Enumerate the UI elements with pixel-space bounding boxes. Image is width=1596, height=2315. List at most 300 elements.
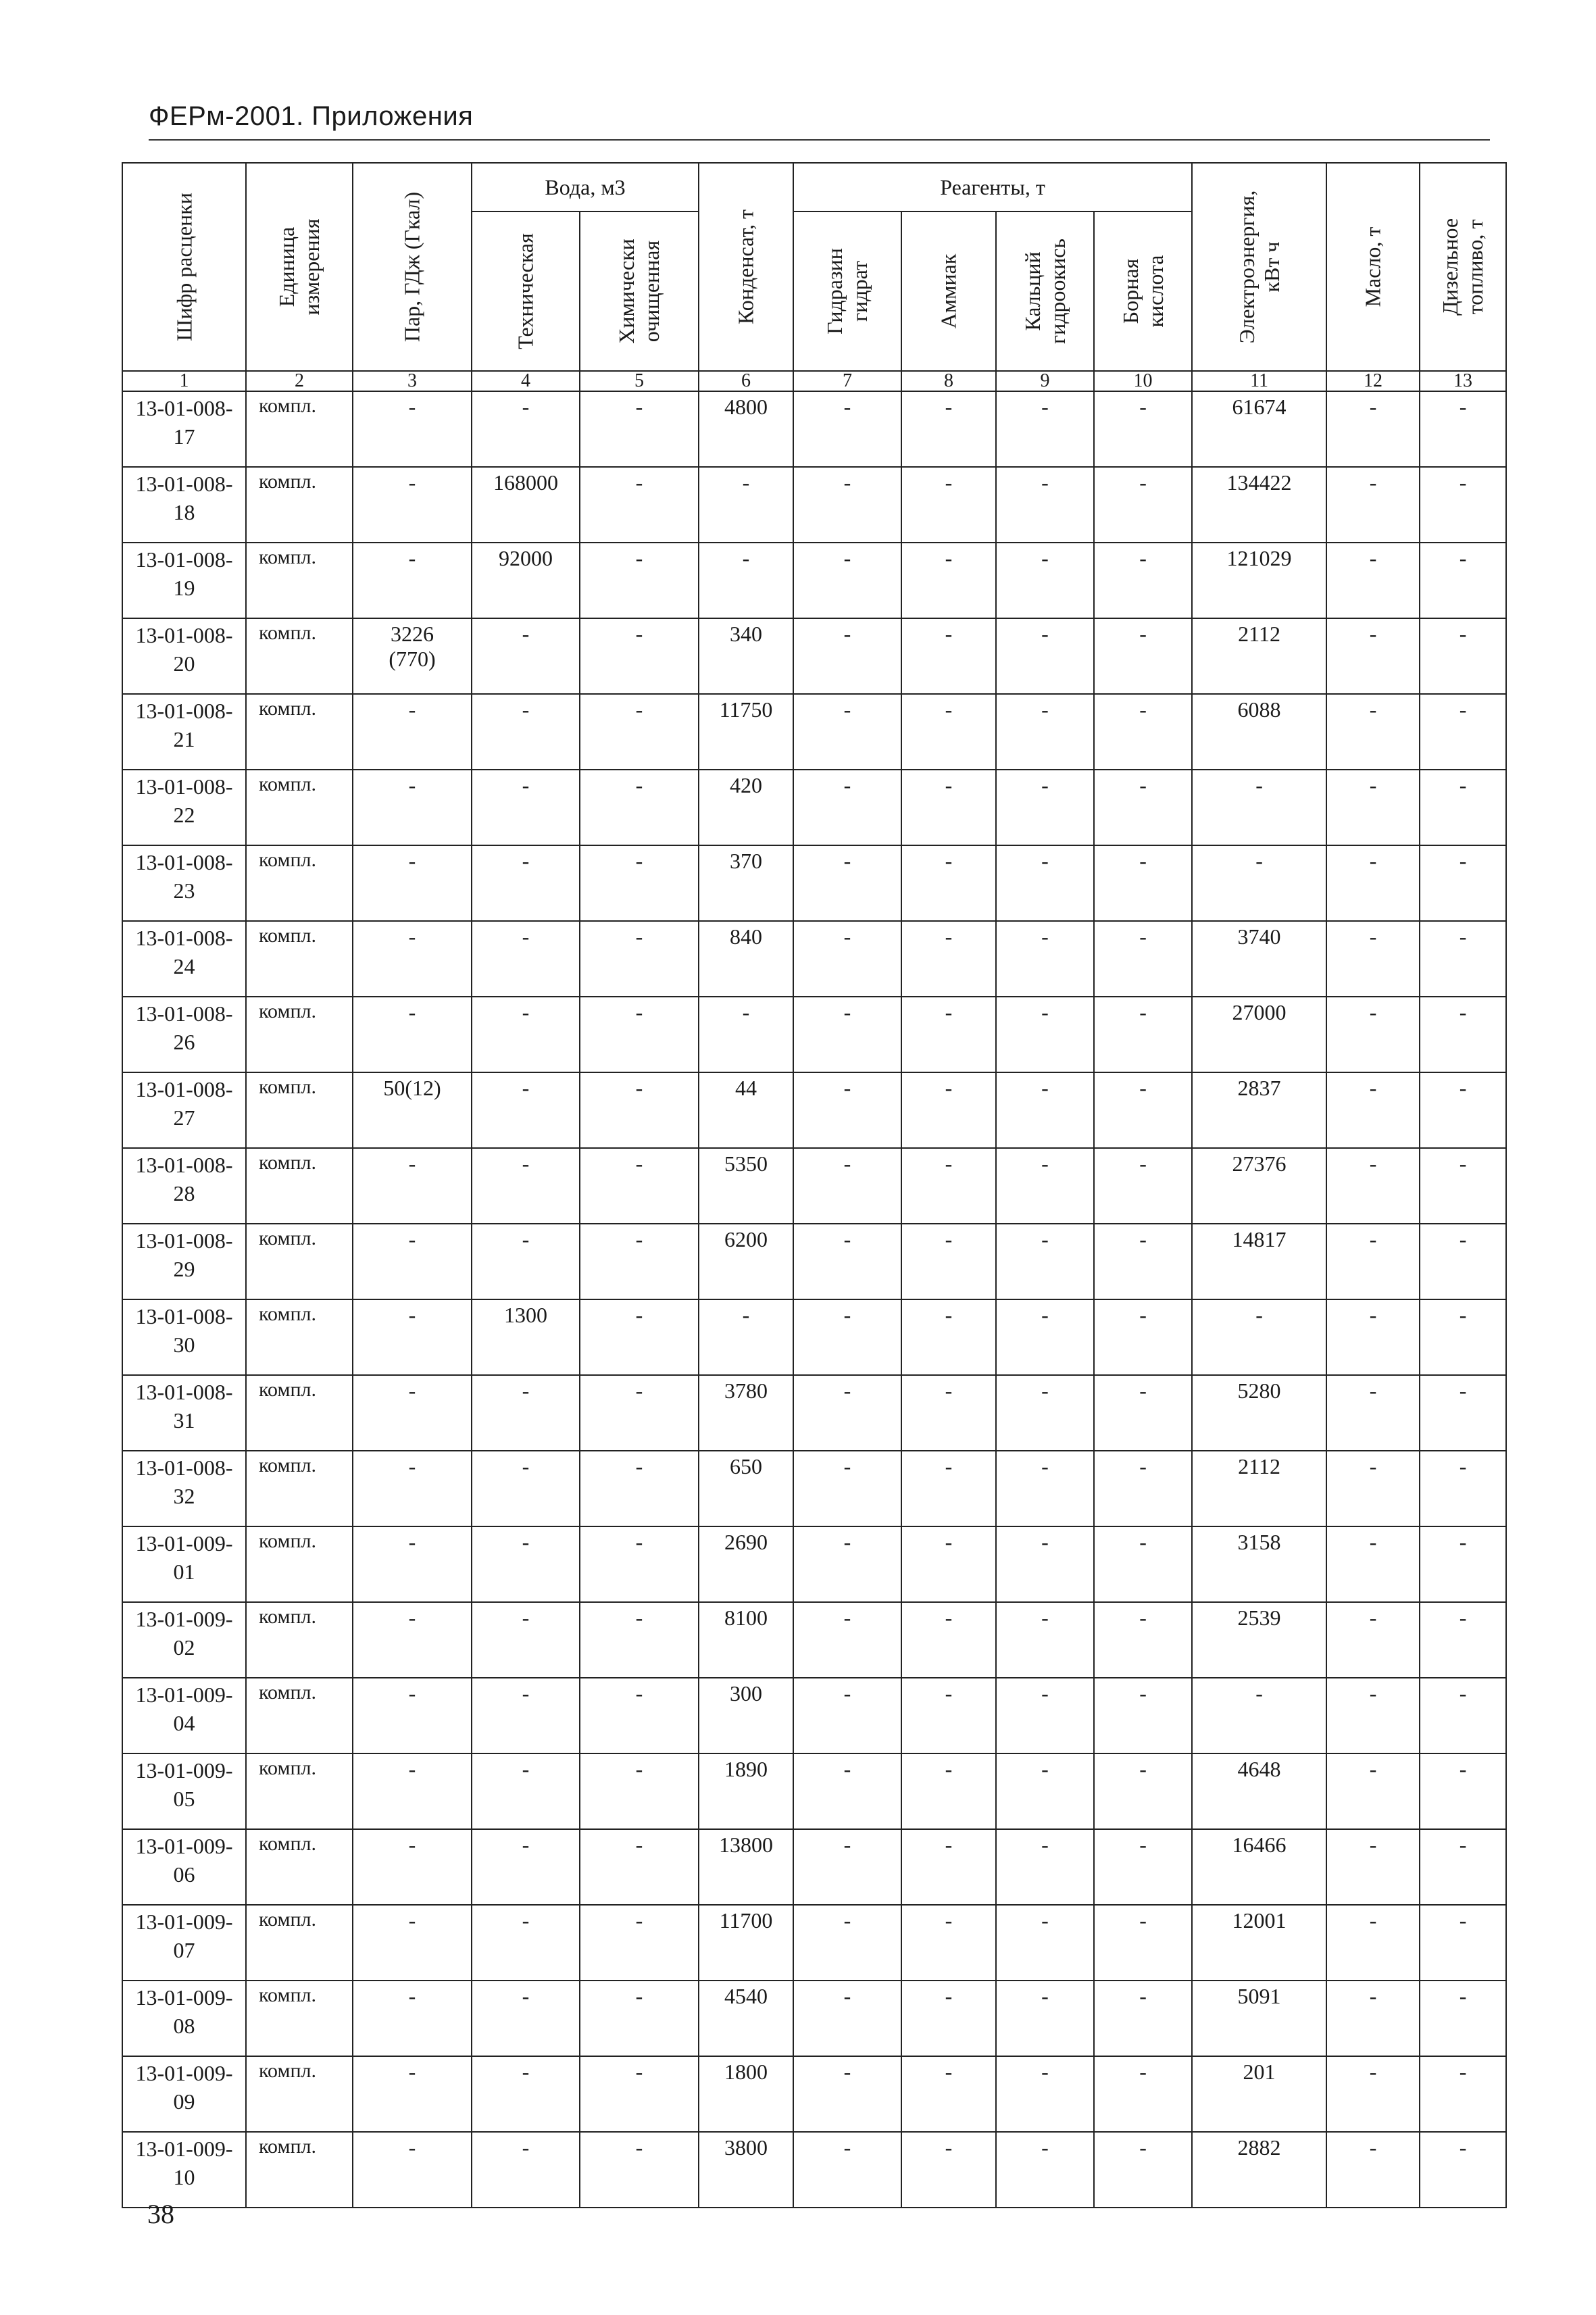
header-water-group: Вода, м3	[472, 163, 699, 211]
cell-steam: -	[353, 1375, 472, 1451]
cell-boric: -	[1094, 1678, 1192, 1753]
cell-condensate: 3780	[699, 1375, 793, 1451]
cell-diesel: -	[1420, 391, 1506, 467]
table-row	[122, 1375, 1506, 1451]
cell-boric: -	[1094, 1375, 1192, 1451]
cell-code: 13-01-009-07	[122, 1905, 246, 1981]
cell-calcium: -	[996, 618, 1094, 694]
cell-steam: -	[353, 1526, 472, 1602]
cell-diesel: -	[1420, 1905, 1506, 1981]
column-number: 11	[1192, 371, 1326, 391]
cell-unit: компл.	[246, 2056, 353, 2132]
table-row	[122, 1148, 1506, 1224]
cell-oil: -	[1326, 1829, 1420, 1905]
cell-oil: -	[1326, 1072, 1420, 1148]
cell-condensate: 8100	[699, 1602, 793, 1678]
cell-water-chem: -	[580, 1981, 699, 2056]
cell-code: 13-01-008-29	[122, 1224, 246, 1299]
cell-calcium: -	[996, 1678, 1094, 1753]
cell-unit: компл.	[246, 1829, 353, 1905]
cell-oil: -	[1326, 1299, 1420, 1375]
cell-code: 13-01-009-01	[122, 1526, 246, 1602]
cell-water-chem: -	[580, 1602, 699, 1678]
table-row	[122, 921, 1506, 997]
cell-electricity: -	[1192, 1678, 1326, 1753]
cell-oil: -	[1326, 2132, 1420, 2208]
cell-condensate: 13800	[699, 1829, 793, 1905]
cell-steam: -	[353, 467, 472, 543]
cell-unit: компл.	[246, 1375, 353, 1451]
cell-code: 13-01-008-17	[122, 391, 246, 467]
table-row	[122, 694, 1506, 770]
cell-condensate: 1800	[699, 2056, 793, 2132]
cell-ammonia: -	[901, 1375, 996, 1451]
cell-unit: компл.	[246, 1451, 353, 1526]
cell-code: 13-01-008-26	[122, 997, 246, 1072]
cell-oil: -	[1326, 1678, 1420, 1753]
cell-unit: компл.	[246, 1148, 353, 1224]
cell-boric: -	[1094, 391, 1192, 467]
cell-diesel: -	[1420, 997, 1506, 1072]
cell-diesel: -	[1420, 2132, 1506, 2208]
column-number: 5	[580, 371, 699, 391]
cell-steam: -	[353, 1678, 472, 1753]
cell-condensate: 2690	[699, 1526, 793, 1602]
cell-electricity: 61674	[1192, 391, 1326, 467]
cell-boric: -	[1094, 1905, 1192, 1981]
cell-oil: -	[1326, 1224, 1420, 1299]
page-title: ФЕРм-2001. Приложения	[149, 101, 474, 131]
cell-calcium: -	[996, 2132, 1094, 2208]
cell-water-chem: -	[580, 1072, 699, 1148]
cell-oil: -	[1326, 543, 1420, 618]
cell-water-tech: -	[472, 1905, 580, 1981]
table-row	[122, 618, 1506, 694]
cell-unit: компл.	[246, 1299, 353, 1375]
cell-condensate: -	[699, 467, 793, 543]
cell-water-chem: -	[580, 1905, 699, 1981]
header-reagents-group: Реагенты, т	[793, 163, 1192, 211]
column-number-row	[122, 371, 1506, 391]
cell-condensate: 6200	[699, 1224, 793, 1299]
cell-hydrazine: -	[793, 1072, 901, 1148]
cell-water-tech: 92000	[472, 543, 580, 618]
cell-oil: -	[1326, 921, 1420, 997]
cell-condensate: 4540	[699, 1981, 793, 2056]
cell-boric: -	[1094, 1829, 1192, 1905]
cell-water-chem: -	[580, 1451, 699, 1526]
cell-steam: -	[353, 2056, 472, 2132]
cell-water-tech: -	[472, 997, 580, 1072]
cell-hydrazine: -	[793, 1299, 901, 1375]
cell-oil: -	[1326, 1981, 1420, 2056]
cell-steam: -	[353, 543, 472, 618]
cell-steam: -	[353, 694, 472, 770]
cell-ammonia: -	[901, 1072, 996, 1148]
cell-boric: -	[1094, 2056, 1192, 2132]
cell-water-chem: -	[580, 1148, 699, 1224]
header-condensate: Конденсат, т	[699, 163, 793, 371]
header-unit: Единица измерения	[246, 163, 353, 371]
cell-hydrazine: -	[793, 2056, 901, 2132]
cell-diesel: -	[1420, 694, 1506, 770]
cell-boric: -	[1094, 1451, 1192, 1526]
cell-water-chem: -	[580, 921, 699, 997]
cell-boric: -	[1094, 1981, 1192, 2056]
cell-electricity: -	[1192, 845, 1326, 921]
header-calcium: Кальций гидроокись	[996, 211, 1094, 371]
table-row	[122, 1753, 1506, 1829]
cell-electricity: 2112	[1192, 618, 1326, 694]
cell-condensate: 4800	[699, 391, 793, 467]
cell-calcium: -	[996, 1375, 1094, 1451]
table-row	[122, 1602, 1506, 1678]
cell-condensate: 44	[699, 1072, 793, 1148]
cell-diesel: -	[1420, 1224, 1506, 1299]
header-hydrazine: Гидразин гидрат	[793, 211, 901, 371]
cell-diesel: -	[1420, 1451, 1506, 1526]
cell-oil: -	[1326, 391, 1420, 467]
cell-electricity: 14817	[1192, 1224, 1326, 1299]
resource-table	[122, 162, 1507, 2208]
cell-steam: -	[353, 1602, 472, 1678]
cell-hydrazine: -	[793, 770, 901, 845]
cell-diesel: -	[1420, 2056, 1506, 2132]
cell-electricity: 2837	[1192, 1072, 1326, 1148]
cell-water-chem: -	[580, 1829, 699, 1905]
cell-ammonia: -	[901, 1602, 996, 1678]
cell-water-chem: -	[580, 2056, 699, 2132]
cell-code: 13-01-008-23	[122, 845, 246, 921]
cell-diesel: -	[1420, 1753, 1506, 1829]
cell-diesel: -	[1420, 1148, 1506, 1224]
cell-water-tech: -	[472, 1526, 580, 1602]
cell-steam: -	[353, 1451, 472, 1526]
cell-water-tech: -	[472, 1148, 580, 1224]
table-row	[122, 1072, 1506, 1148]
table-row	[122, 1526, 1506, 1602]
cell-water-chem: -	[580, 1375, 699, 1451]
cell-unit: компл.	[246, 1753, 353, 1829]
cell-condensate: -	[699, 1299, 793, 1375]
cell-steam: -	[353, 1753, 472, 1829]
table-row	[122, 1299, 1506, 1375]
cell-hydrazine: -	[793, 618, 901, 694]
cell-water-chem: -	[580, 1753, 699, 1829]
cell-boric: -	[1094, 2132, 1192, 2208]
cell-water-tech: -	[472, 845, 580, 921]
cell-hydrazine: -	[793, 391, 901, 467]
column-number: 4	[472, 371, 580, 391]
cell-ammonia: -	[901, 1678, 996, 1753]
cell-water-tech: 1300	[472, 1299, 580, 1375]
cell-code: 13-01-008-30	[122, 1299, 246, 1375]
cell-hydrazine: -	[793, 1526, 901, 1602]
cell-code: 13-01-008-22	[122, 770, 246, 845]
cell-condensate: 11700	[699, 1905, 793, 1981]
cell-ammonia: -	[901, 694, 996, 770]
cell-water-tech: -	[472, 1829, 580, 1905]
cell-code: 13-01-008-28	[122, 1148, 246, 1224]
cell-ammonia: -	[901, 1526, 996, 1602]
cell-electricity: -	[1192, 770, 1326, 845]
cell-hydrazine: -	[793, 997, 901, 1072]
cell-water-tech: -	[472, 921, 580, 997]
cell-code: 13-01-009-09	[122, 2056, 246, 2132]
table-row	[122, 1678, 1506, 1753]
cell-water-chem: -	[580, 543, 699, 618]
table-row	[122, 1224, 1506, 1299]
cell-water-tech: -	[472, 694, 580, 770]
cell-code: 13-01-008-20	[122, 618, 246, 694]
table-row	[122, 1981, 1506, 2056]
column-number: 9	[996, 371, 1094, 391]
cell-steam: -	[353, 1224, 472, 1299]
cell-steam: -	[353, 1299, 472, 1375]
cell-diesel: -	[1420, 1526, 1506, 1602]
cell-code: 13-01-008-18	[122, 467, 246, 543]
header-divider	[149, 139, 1490, 141]
cell-diesel: -	[1420, 1072, 1506, 1148]
cell-hydrazine: -	[793, 1753, 901, 1829]
cell-code: 13-01-008-24	[122, 921, 246, 997]
cell-unit: компл.	[246, 1678, 353, 1753]
cell-diesel: -	[1420, 845, 1506, 921]
cell-unit: компл.	[246, 467, 353, 543]
cell-calcium: -	[996, 1526, 1094, 1602]
column-number: 8	[901, 371, 996, 391]
cell-electricity: 2112	[1192, 1451, 1326, 1526]
cell-code: 13-01-009-06	[122, 1829, 246, 1905]
column-number: 6	[699, 371, 793, 391]
cell-steam: 3226 (770)	[353, 618, 472, 694]
cell-water-chem: -	[580, 1678, 699, 1753]
cell-water-tech: -	[472, 391, 580, 467]
table-row	[122, 2132, 1506, 2208]
cell-electricity: 3158	[1192, 1526, 1326, 1602]
cell-electricity: 201	[1192, 2056, 1326, 2132]
cell-electricity: 2539	[1192, 1602, 1326, 1678]
cell-water-tech: -	[472, 1602, 580, 1678]
cell-condensate: 340	[699, 618, 793, 694]
cell-electricity: 5091	[1192, 1981, 1326, 2056]
cell-electricity: 3740	[1192, 921, 1326, 997]
cell-ammonia: -	[901, 845, 996, 921]
cell-steam: -	[353, 1981, 472, 2056]
cell-diesel: -	[1420, 467, 1506, 543]
table-row	[122, 1905, 1506, 1981]
cell-ammonia: -	[901, 770, 996, 845]
cell-oil: -	[1326, 1602, 1420, 1678]
cell-steam: -	[353, 1829, 472, 1905]
cell-electricity: 2882	[1192, 2132, 1326, 2208]
cell-hydrazine: -	[793, 1602, 901, 1678]
cell-hydrazine: -	[793, 1451, 901, 1526]
cell-hydrazine: -	[793, 1905, 901, 1981]
cell-ammonia: -	[901, 618, 996, 694]
cell-boric: -	[1094, 543, 1192, 618]
header-ammonia: Аммиак	[901, 211, 996, 371]
cell-water-tech: -	[472, 1224, 580, 1299]
cell-diesel: -	[1420, 1829, 1506, 1905]
cell-oil: -	[1326, 1526, 1420, 1602]
cell-hydrazine: -	[793, 1678, 901, 1753]
cell-diesel: -	[1420, 618, 1506, 694]
cell-code: 13-01-009-10	[122, 2132, 246, 2208]
cell-ammonia: -	[901, 391, 996, 467]
cell-calcium: -	[996, 1753, 1094, 1829]
cell-electricity: 5280	[1192, 1375, 1326, 1451]
cell-hydrazine: -	[793, 1148, 901, 1224]
cell-calcium: -	[996, 997, 1094, 1072]
column-number: 3	[353, 371, 472, 391]
cell-calcium: -	[996, 2056, 1094, 2132]
cell-water-chem: -	[580, 997, 699, 1072]
cell-oil: -	[1326, 467, 1420, 543]
cell-boric: -	[1094, 997, 1192, 1072]
cell-electricity: 121029	[1192, 543, 1326, 618]
cell-unit: компл.	[246, 618, 353, 694]
cell-water-chem: -	[580, 1526, 699, 1602]
column-number: 7	[793, 371, 901, 391]
cell-code: 13-01-009-05	[122, 1753, 246, 1829]
cell-water-chem: -	[580, 2132, 699, 2208]
cell-ammonia: -	[901, 543, 996, 618]
cell-unit: компл.	[246, 845, 353, 921]
column-number: 10	[1094, 371, 1192, 391]
cell-diesel: -	[1420, 1678, 1506, 1753]
cell-water-tech: -	[472, 618, 580, 694]
cell-steam: -	[353, 391, 472, 467]
table-row	[122, 997, 1506, 1072]
cell-hydrazine: -	[793, 1981, 901, 2056]
cell-ammonia: -	[901, 1451, 996, 1526]
cell-calcium: -	[996, 845, 1094, 921]
cell-ammonia: -	[901, 2056, 996, 2132]
cell-oil: -	[1326, 618, 1420, 694]
cell-ammonia: -	[901, 997, 996, 1072]
cell-steam: 50(12)	[353, 1072, 472, 1148]
cell-unit: компл.	[246, 770, 353, 845]
cell-boric: -	[1094, 467, 1192, 543]
cell-ammonia: -	[901, 1224, 996, 1299]
cell-electricity: 134422	[1192, 467, 1326, 543]
cell-steam: -	[353, 2132, 472, 2208]
header-code: Шифр расценки	[122, 163, 246, 371]
cell-boric: -	[1094, 1753, 1192, 1829]
header-water-chem: Химически очищенная	[580, 211, 699, 371]
table-row	[122, 2056, 1506, 2132]
cell-water-chem: -	[580, 391, 699, 467]
table-row	[122, 770, 1506, 845]
cell-calcium: -	[996, 391, 1094, 467]
cell-code: 13-01-009-04	[122, 1678, 246, 1753]
cell-condensate: 1890	[699, 1753, 793, 1829]
cell-ammonia: -	[901, 1905, 996, 1981]
cell-diesel: -	[1420, 1602, 1506, 1678]
table-body	[122, 391, 1506, 2208]
cell-oil: -	[1326, 1905, 1420, 1981]
cell-boric: -	[1094, 1526, 1192, 1602]
cell-boric: -	[1094, 845, 1192, 921]
cell-water-tech: -	[472, 1981, 580, 2056]
cell-condensate: 3800	[699, 2132, 793, 2208]
cell-unit: компл.	[246, 1526, 353, 1602]
cell-condensate: -	[699, 543, 793, 618]
cell-unit: компл.	[246, 1072, 353, 1148]
cell-unit: компл.	[246, 1905, 353, 1981]
cell-water-chem: -	[580, 618, 699, 694]
cell-oil: -	[1326, 1375, 1420, 1451]
cell-steam: -	[353, 1148, 472, 1224]
table-row	[122, 1829, 1506, 1905]
cell-water-tech: -	[472, 1072, 580, 1148]
cell-oil: -	[1326, 1148, 1420, 1224]
table-row	[122, 543, 1506, 618]
cell-condensate: 840	[699, 921, 793, 997]
cell-water-tech: -	[472, 2132, 580, 2208]
cell-boric: -	[1094, 694, 1192, 770]
cell-condensate: 300	[699, 1678, 793, 1753]
cell-calcium: -	[996, 1981, 1094, 2056]
cell-boric: -	[1094, 921, 1192, 997]
cell-electricity: 12001	[1192, 1905, 1326, 1981]
cell-boric: -	[1094, 1299, 1192, 1375]
cell-water-chem: -	[580, 1224, 699, 1299]
table-row	[122, 1451, 1506, 1526]
header-electricity: Электроэнергия, кВт ч	[1192, 163, 1326, 371]
cell-steam: -	[353, 921, 472, 997]
cell-diesel: -	[1420, 1981, 1506, 2056]
cell-ammonia: -	[901, 1981, 996, 2056]
column-number: 2	[246, 371, 353, 391]
cell-calcium: -	[996, 1299, 1094, 1375]
cell-unit: компл.	[246, 694, 353, 770]
cell-water-chem: -	[580, 1299, 699, 1375]
cell-electricity: 27000	[1192, 997, 1326, 1072]
cell-ammonia: -	[901, 467, 996, 543]
column-number: 13	[1420, 371, 1506, 391]
cell-calcium: -	[996, 1072, 1094, 1148]
cell-diesel: -	[1420, 543, 1506, 618]
header-oil: Масло, т	[1326, 163, 1420, 371]
cell-water-tech: 168000	[472, 467, 580, 543]
cell-water-tech: -	[472, 1451, 580, 1526]
column-number: 12	[1326, 371, 1420, 391]
cell-water-tech: -	[472, 770, 580, 845]
cell-hydrazine: -	[793, 543, 901, 618]
cell-code: 13-01-009-02	[122, 1602, 246, 1678]
header-water-tech: Техническая	[472, 211, 580, 371]
header-boric: Борная кислота	[1094, 211, 1192, 371]
cell-hydrazine: -	[793, 1224, 901, 1299]
cell-code: 13-01-008-19	[122, 543, 246, 618]
cell-code: 13-01-008-21	[122, 694, 246, 770]
table-row	[122, 467, 1506, 543]
cell-boric: -	[1094, 1224, 1192, 1299]
cell-ammonia: -	[901, 2132, 996, 2208]
cell-code: 13-01-008-31	[122, 1375, 246, 1451]
cell-oil: -	[1326, 2056, 1420, 2132]
cell-unit: компл.	[246, 921, 353, 997]
cell-calcium: -	[996, 1224, 1094, 1299]
cell-condensate: 5350	[699, 1148, 793, 1224]
cell-hydrazine: -	[793, 2132, 901, 2208]
cell-steam: -	[353, 845, 472, 921]
cell-code: 13-01-008-32	[122, 1451, 246, 1526]
cell-steam: -	[353, 1905, 472, 1981]
cell-calcium: -	[996, 921, 1094, 997]
